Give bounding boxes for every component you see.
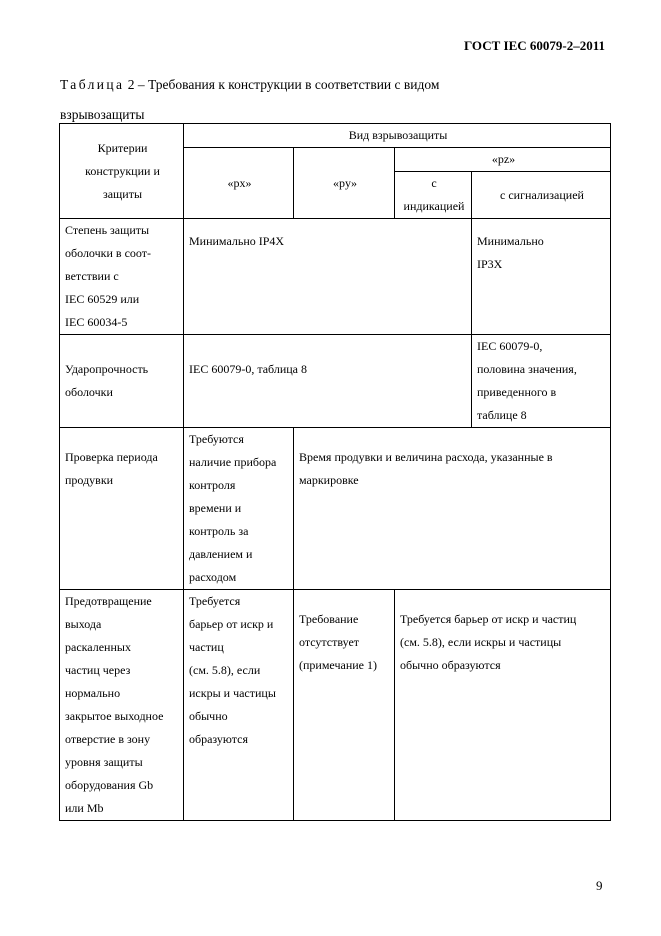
table-row — [60, 590, 611, 821]
criterion-cell — [60, 428, 184, 590]
table-row — [60, 428, 611, 590]
criterion-line: выхода — [65, 617, 102, 631]
requirement-cell — [472, 219, 611, 335]
criterion-line: Степень защиты — [65, 223, 150, 237]
requirement-line: Минимально — [477, 234, 544, 248]
criterion-line: Проверка периода — [65, 450, 158, 464]
header-py-cell: «py» — [294, 148, 395, 219]
criterion-cell — [60, 219, 184, 335]
criterion-line: Предотвращение — [65, 594, 152, 608]
criterion-line: частиц через — [65, 663, 131, 677]
requirement-line: обычно — [189, 709, 228, 723]
requirement-line: наличие прибора — [189, 455, 277, 469]
requirement-line: IEC 60079-0, — [477, 339, 543, 353]
table-row — [60, 335, 611, 428]
caption-text-line: 2 – Требования к конструкции в соответствии с видом — [127, 77, 440, 92]
requirement-line: Требуется — [189, 594, 241, 608]
criterion-line: IEC 60034-5 — [65, 315, 128, 329]
requirement-line: приведенного в — [477, 385, 557, 399]
caption-label: Таблица — [60, 77, 125, 92]
requirement-line: отсутствует — [299, 635, 360, 649]
requirement-line: Требование — [299, 612, 359, 626]
requirements-table — [59, 123, 611, 821]
requirement-line: Требуются — [189, 432, 244, 446]
header-protection-type-cell: Вид взрывозащиты — [184, 124, 611, 148]
criterion-line: раскаленных — [65, 640, 131, 654]
criterion-line: нормально — [65, 686, 121, 700]
criterion-line: Ударопрочность — [65, 362, 149, 376]
requirement-cell — [294, 428, 611, 590]
requirement-line: Требуется барьер от искр и частиц — [400, 612, 577, 626]
requirement-line: расходом — [189, 570, 237, 584]
requirement-line: (см. 5.8), если искры и частицы — [400, 635, 562, 649]
requirement-cell — [184, 428, 294, 590]
requirement-line: таблице 8 — [477, 408, 527, 422]
criterion-line: оборудования Gb — [65, 778, 154, 792]
header-criteria-line: защиты — [102, 186, 143, 201]
criterion-cell — [60, 590, 184, 821]
criterion-line: ветствии с — [65, 269, 119, 283]
table-header-row — [60, 124, 611, 148]
criterion-line: уровня защиты — [65, 755, 143, 769]
header-pz-indication-line: с — [431, 176, 437, 190]
requirement-line: образуются — [189, 732, 248, 746]
requirement-line: барьер от искр и — [189, 617, 274, 631]
header-pz-indication-cell — [395, 172, 472, 219]
table-caption — [60, 70, 620, 130]
requirement-line: (примечание 1) — [299, 658, 377, 672]
criterion-line: оболочки в соот- — [65, 246, 151, 260]
criterion-line: или Mb — [65, 801, 104, 815]
page-number: 9 — [596, 878, 603, 893]
requirement-line: искры и частицы — [189, 686, 276, 700]
requirement-cell — [294, 590, 395, 821]
header-pz-alarm-cell: с сигнализацией — [472, 172, 611, 219]
requirement-line: маркировке — [299, 473, 359, 487]
requirement-line: IP3X — [477, 257, 503, 271]
requirement-line: Время продувки и величина расхода, указанные в — [299, 450, 553, 464]
criterion-line: закрытое выходное — [65, 709, 164, 723]
requirement-line: контроль за — [189, 524, 249, 538]
header-criteria-cell — [60, 124, 184, 219]
criterion-line: продувки — [65, 473, 114, 487]
requirement-cell — [395, 590, 611, 821]
requirement-cell: Минимально IP4X — [184, 219, 472, 335]
header-px-cell: «px» — [184, 148, 294, 219]
criterion-line: IEC 60529 или — [65, 292, 140, 306]
requirement-line: (см. 5.8), если — [189, 663, 261, 677]
header-criteria-line: конструкции и — [85, 163, 160, 178]
header-pz-cell: «pz» — [395, 148, 611, 172]
header-criteria-line: Критерии — [97, 140, 148, 155]
requirement-line: частиц — [189, 640, 224, 654]
criterion-cell — [60, 335, 184, 428]
requirement-line: обычно образуются — [400, 658, 501, 672]
header-pz-indication-line: индикацией — [403, 199, 465, 213]
requirement-line: контроля — [189, 478, 236, 492]
table-row — [60, 219, 611, 335]
requirement-line: давлением и — [189, 547, 253, 561]
criterion-line: оболочки — [65, 385, 113, 399]
document-standard-header: ГОСТ IEC 60079-2–2011 — [463, 38, 605, 53]
requirement-line: половина значения, — [477, 362, 577, 376]
criterion-line: отверстие в зону — [65, 732, 151, 746]
requirement-line: времени и — [189, 501, 242, 515]
requirement-cell — [472, 335, 611, 428]
requirement-cell: IEC 60079-0, таблица 8 — [184, 335, 472, 428]
caption-text-line: взрывозащиты — [60, 107, 145, 122]
requirement-cell — [184, 590, 294, 821]
